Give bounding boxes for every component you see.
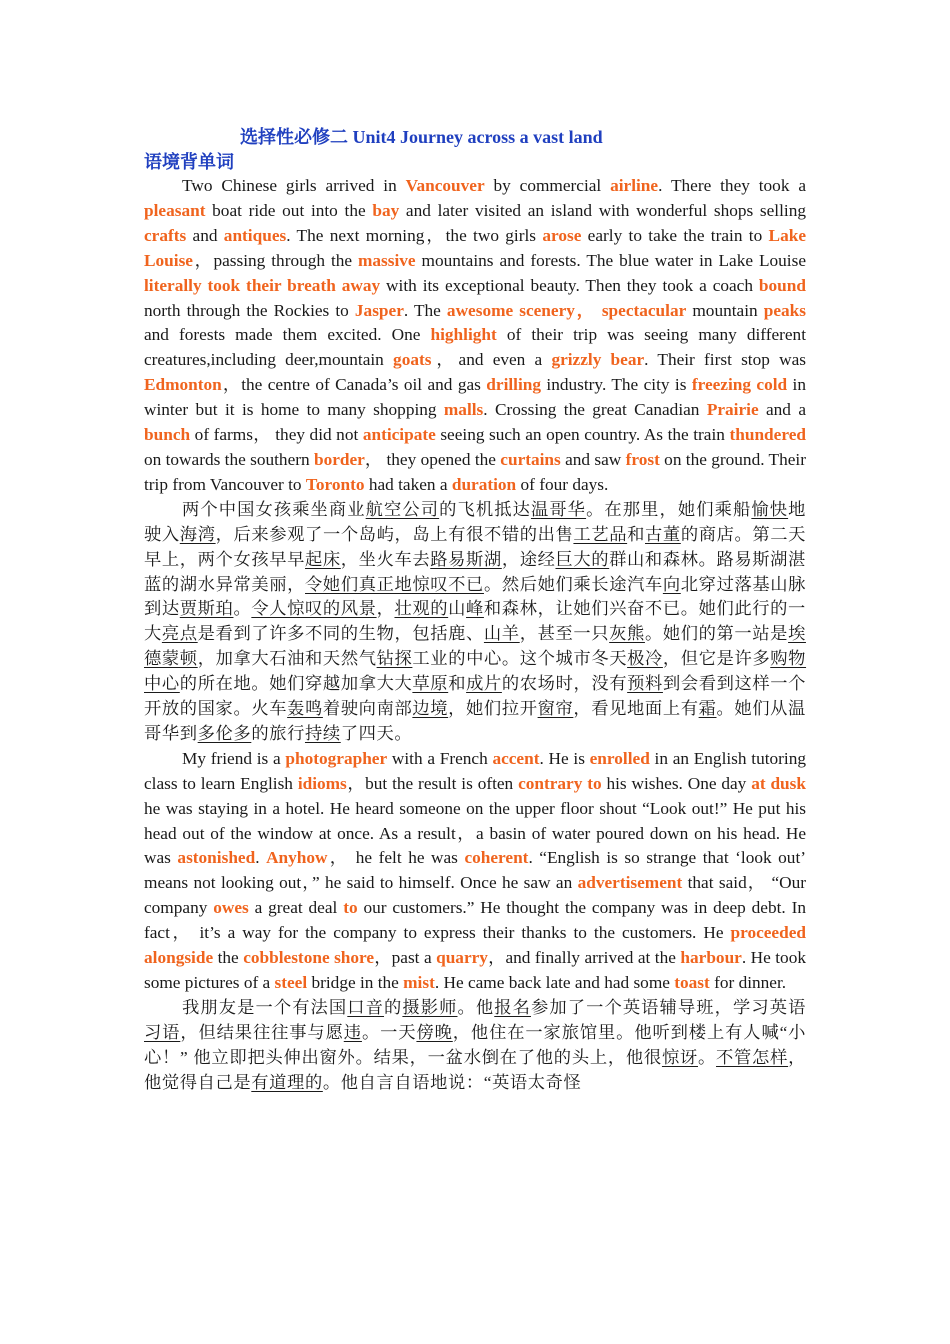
- underlined-term: 傍晚: [416, 1022, 453, 1042]
- underlined-term: 巨大的: [555, 549, 610, 569]
- underlined-term: 有道理的: [251, 1072, 323, 1092]
- keyword: Toronto: [305, 474, 365, 494]
- underlined-term: 购物中心: [144, 649, 807, 694]
- text-run: . Crossing the great Canadian: [483, 400, 707, 420]
- underlined-term: 山羊: [483, 624, 520, 644]
- text-run: boat ride out into the: [205, 200, 373, 220]
- text-run: he was staying in a hotel. He heard someone on the upper floor shout “Look out!” He put his head out of the window at once. As a result，a basin of water poured down on his head. He was: [144, 798, 806, 868]
- text-run: 两个中国女孩乘坐商业: [182, 499, 366, 519]
- text-run: ，他住在一家旅馆里。他听到楼上有人喊“小心！” 他立即把头伸出窗外。结果，一盆水倒在了他的头上，他很: [144, 1022, 807, 1067]
- underlined-term: 报名: [494, 997, 531, 1017]
- text-run: 是看到了许多不同的生物，包括鹿、: [197, 624, 484, 644]
- paragraph-en-2: [144, 747, 806, 996]
- keyword: owes: [213, 898, 249, 918]
- keyword: highlight: [430, 325, 497, 345]
- keyword: enrolled: [589, 748, 650, 768]
- keyword: malls: [443, 400, 484, 420]
- underlined-term: 霜: [698, 699, 717, 719]
- text-run: 和森林，让她们兴奋不已。她们此行的一大: [144, 599, 806, 644]
- text-run: of four days.: [516, 474, 609, 494]
- keyword: awesome scenery: [446, 300, 575, 320]
- keyword: mist: [403, 973, 435, 992]
- text-run: the: [213, 948, 244, 968]
- text-run: of farms， they did not: [190, 425, 363, 445]
- text-run: seeing such an open country. As the train: [435, 425, 730, 445]
- text-run: of their trip was seeing many different creatures,including deer,mountain: [144, 325, 806, 370]
- keyword: at dusk: [751, 773, 806, 793]
- text-run: had taken a: [364, 474, 452, 494]
- underlined-term: 摄影师: [402, 997, 458, 1017]
- text-run: for dinner.: [709, 973, 787, 992]
- keyword: grizzly bear: [551, 350, 645, 370]
- paragraph-en-1: [144, 174, 806, 498]
- text-run: . The next morning，the two girls: [286, 225, 543, 245]
- document-title: 选择性必修二 Unit4 Journey across a vast land: [240, 127, 603, 147]
- section-heading: 语境背单词: [144, 152, 234, 172]
- keyword: harbour: [680, 948, 742, 968]
- text-run: ，她们拉开: [448, 699, 538, 719]
- text-run: 。一天: [361, 1022, 417, 1042]
- text-run: 我朋友是一个有法国: [182, 997, 348, 1017]
- text-run: ，后来参观了一个岛屿，岛上有很不错的出售: [215, 524, 574, 544]
- keyword: airline: [610, 176, 659, 195]
- text-run: on the ground. Their trip from Vancouver to: [144, 449, 806, 494]
- text-run: industry. The city is: [541, 375, 692, 395]
- text-run: 。她们从温哥华到: [144, 699, 806, 743]
- underlined-term: 灰熊: [609, 624, 645, 644]
- keyword: coherent: [464, 848, 529, 868]
- keyword: advertisement: [577, 873, 683, 893]
- text-run: mountain: [686, 300, 764, 320]
- paragraph-zh-2: [144, 996, 806, 1096]
- keyword: Vancouver: [405, 176, 485, 195]
- underlined-term: 窗帘: [537, 699, 574, 719]
- text-run: 地驶入: [144, 499, 806, 544]
- underlined-term: 惊讶: [661, 1047, 698, 1067]
- text-run: 。: [697, 1047, 717, 1067]
- text-run: 参加了一个英语辅导班，学习英语: [530, 997, 806, 1017]
- keyword: bunch: [144, 425, 191, 445]
- text-run: ，: [376, 599, 395, 619]
- text-run: ，但它是许多: [662, 649, 771, 669]
- text-run: ，但结果往往事与愿: [180, 1022, 344, 1042]
- underlined-term: 海湾: [179, 524, 216, 544]
- text-run: 着驶向南部: [322, 699, 413, 719]
- text-run: and a: [758, 400, 806, 420]
- text-run: 的飞机抵达: [439, 499, 531, 519]
- text-run: north through the Rockies to: [144, 300, 355, 320]
- underlined-term: 向: [662, 574, 681, 594]
- text-run: 和: [627, 524, 646, 544]
- text-run: ， they opened the: [364, 449, 501, 469]
- underlined-term: 持续: [304, 723, 341, 743]
- keyword: photographer: [285, 748, 388, 768]
- underlined-term: 口音: [347, 997, 385, 1017]
- underlined-term: 壮观的: [394, 599, 449, 619]
- keyword: Jasper: [354, 300, 404, 320]
- text-run: ，passing through the: [192, 250, 358, 270]
- keyword: ，: [574, 300, 596, 320]
- underlined-term: 峰: [466, 599, 484, 619]
- text-run: . There they took a: [658, 176, 807, 195]
- text-run: ，and finally arrived at the: [487, 948, 681, 968]
- underlined-term: 温哥华: [530, 499, 587, 519]
- text-run: ，加拿大石油和天然气: [197, 649, 377, 669]
- keyword: massive: [357, 250, 416, 270]
- keyword: Edmonton: [144, 375, 222, 395]
- text-run: ，他觉得自己是: [144, 1047, 806, 1092]
- text-run: in winter but it is home to many shopping: [144, 375, 806, 420]
- text-run: 到会看到这样一个开放的国家。火车: [144, 674, 807, 719]
- text-run: 和: [448, 674, 467, 694]
- text-run: a great deal: [248, 898, 344, 918]
- keyword: crafts: [144, 225, 187, 245]
- text-run: our customers.” He thought the company was in deep debt. In fact， it’s a way for the company to express their thanks to the customers. He: [144, 898, 806, 943]
- underlined-term: 成片: [466, 674, 502, 694]
- underlined-term: 草原: [412, 674, 449, 694]
- keyword: Lake Louise: [144, 225, 806, 270]
- text-run: 。她们的第一站是: [644, 624, 789, 644]
- keyword: goats: [393, 350, 432, 370]
- keyword: drilling: [486, 375, 542, 395]
- text-run: . He is: [539, 748, 590, 768]
- underlined-term: 令她们真正地惊叹不已: [305, 574, 484, 594]
- underlined-term: 埃德蒙顿: [144, 624, 806, 669]
- keyword: freezing cold: [691, 375, 788, 395]
- text-run: 山: [448, 599, 467, 619]
- keyword: toast: [674, 973, 710, 992]
- text-run: 北穿过落基山脉到达: [144, 574, 807, 619]
- underlined-term: 违: [343, 1022, 362, 1042]
- text-run: 工业的中心。这个城市冬天: [412, 649, 628, 669]
- keyword: steel: [274, 973, 308, 992]
- underlined-term: 预料: [627, 674, 663, 694]
- keyword: spectacular: [601, 300, 687, 320]
- keyword: astonished: [177, 848, 256, 868]
- text-run: that said， “Our company: [144, 873, 806, 918]
- keyword: anticipate: [362, 425, 436, 445]
- text-run: My friend is a: [182, 748, 286, 768]
- text-run: 的农场时，没有: [501, 674, 628, 694]
- text-run: and saw: [560, 449, 626, 469]
- text-run: his wishes. One day: [601, 773, 752, 793]
- text-run: by commercial: [484, 176, 611, 195]
- text-run: with its exceptional beauty. Then they took a coach: [380, 275, 759, 295]
- text-run: 。在那里，她们乘船: [586, 499, 752, 519]
- underlined-term: 轰鸣: [287, 699, 323, 719]
- underlined-term: 路易斯湖: [430, 549, 502, 569]
- text-run: ，甚至一只: [519, 624, 610, 644]
- keyword: peaks: [763, 300, 806, 320]
- underlined-term: 令人惊叹的风景: [251, 599, 377, 619]
- text-run: in an English tutoring class to learn English: [144, 748, 806, 793]
- text-run: bridge in the: [307, 973, 404, 992]
- underlined-term: 愉快: [751, 499, 789, 519]
- text-run: early to take the train to: [581, 225, 769, 245]
- text-run: 。他自言自语地说：“英语太奇怪: [322, 1072, 582, 1092]
- keyword: bay: [372, 200, 400, 220]
- text-run: Two Chinese girls arrived in: [182, 176, 406, 195]
- underlined-term: 贾斯珀: [179, 599, 234, 619]
- keyword: cobblestone shore: [243, 948, 375, 968]
- text-run: . The: [403, 300, 447, 320]
- keyword: arose: [542, 225, 582, 245]
- keyword: idioms: [297, 773, 347, 793]
- text-run: and: [186, 225, 224, 245]
- text-run: 群山和森林。路易斯湖湛蓝的湖水异常美丽，: [144, 549, 806, 594]
- text-run: and later visited an island with wonderful shops selling: [399, 200, 806, 220]
- text-run: .: [255, 848, 267, 868]
- keyword: Prairie: [706, 400, 759, 420]
- text-run: 的旅行: [251, 723, 305, 743]
- text-run: ， he felt he was: [327, 848, 465, 868]
- text-run: on towards the southern: [144, 449, 314, 469]
- keyword: proceeded alongside: [144, 923, 806, 968]
- text-run: 。然后她们乘长途汽车: [483, 574, 663, 594]
- keyword: quarry: [436, 948, 488, 968]
- keyword: frost: [625, 449, 660, 469]
- text-run: 了四天。: [340, 723, 413, 743]
- underlined-term: 不管怎样: [716, 1047, 789, 1067]
- document-page: [144, 124, 806, 1096]
- keyword: antiques: [223, 225, 287, 245]
- paragraph-zh-1: [144, 498, 806, 747]
- text-run: ，途经: [501, 549, 556, 569]
- keyword: curtains: [500, 449, 561, 469]
- underlined-term: 钻探: [376, 649, 413, 669]
- keyword: thundered: [729, 425, 806, 445]
- text-run: mountains and forests. The blue water in Lake Louise: [415, 250, 806, 270]
- underlined-term: 亮点: [161, 624, 198, 644]
- text-run: ，the centre of Canada’s oil and gas: [221, 375, 487, 395]
- text-run: 。: [233, 599, 252, 619]
- text-run: . He came back late and had some: [434, 973, 675, 992]
- text-run: 。他: [457, 997, 495, 1017]
- text-run: . Their first stop was: [644, 350, 806, 370]
- text-run: ，past a: [374, 948, 437, 968]
- keyword: literally took their breath away: [144, 275, 381, 295]
- keyword: accent: [492, 748, 540, 768]
- underlined-term: 极冷: [627, 649, 663, 669]
- keyword: bound: [758, 275, 806, 295]
- text-run: with a French: [387, 748, 493, 768]
- underlined-term: 多伦多: [197, 723, 252, 743]
- text-run: 的: [384, 997, 403, 1017]
- underlined-term: 边境: [412, 699, 449, 719]
- keyword: Anyhow: [266, 848, 328, 868]
- text-run: ，坐火车去: [340, 549, 431, 569]
- keyword: border: [313, 449, 365, 469]
- underlined-term: 习语: [144, 1022, 181, 1042]
- underlined-term: 古董: [645, 524, 681, 544]
- text-run: 的商店。第二天早上，两个女孩早早: [144, 524, 807, 569]
- text-run: 的所在地。她们穿越加拿大大: [179, 674, 413, 694]
- underlined-term: 起床: [305, 549, 341, 569]
- text-run: ，and even a: [431, 350, 552, 370]
- underlined-term: 工艺品: [573, 524, 628, 544]
- keyword: pleasant: [144, 200, 206, 220]
- text-run: . “English is so strange that ‘look out’ means not looking out，” he said to himself. Once he saw an: [144, 848, 807, 893]
- underlined-term: 航空公司: [365, 499, 440, 519]
- keyword: to: [343, 898, 358, 918]
- text-run: ，看见地面上有: [573, 699, 699, 719]
- text-run: ，but the result is often: [346, 773, 519, 793]
- text-run: . He took some pictures of a: [144, 948, 806, 992]
- text-run: and forests made them excited. One: [144, 325, 431, 345]
- keyword: duration: [451, 474, 517, 494]
- keyword: contrary to: [518, 773, 602, 793]
